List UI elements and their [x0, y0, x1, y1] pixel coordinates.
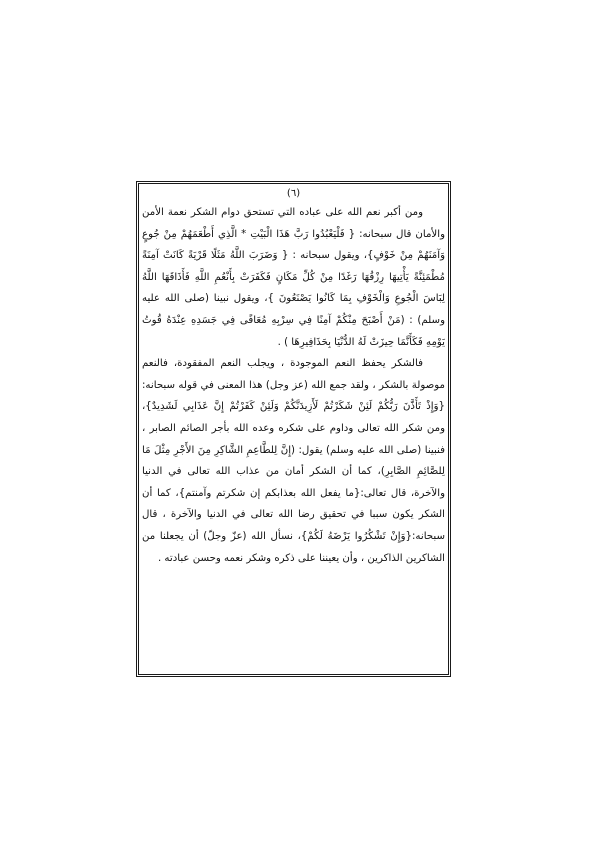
paragraph-gratitude-preserves-blessings: فالشكر يحفظ النعم الموجودة ، ويجلب النعم المفقودة، فالنعم موصولة بالشكر ، ولقد جمع الله (عز وجل) هذا المعنى في قوله سبحانه: {وَإِذْ تَأَذَّنَ رَبُّكُمْ لَئِنْ شَكَرْتُمْ لَأَزِيدَنَّكُمْ وَلَئِنْ كَفَرْتُمْ إِنَّ عَذَابِي لَشَدِيدٌ}، ومن شكر الله تعالى وداوم على شكره وعده الله بأجر الصائم الصابر ، فنبينا (صلى الله عليه وسلم) يقول: (إِنَّ لِلطَّاعِمِ الشَّاكِرِ مِنَ الأَجْرِ مِثْلَ مَا لِلصَّائِمِ الصَّابِرِ)، كما أن الشكر أمان من عذاب الله تعالى في الدنيا والآخرة، قال تعالى:{ما يفعل الله بعذابكم إن شكرتم وآمنتم}، كما أن الشكر يكون سببا في تحقيق رضا الله تعالى في الدنيا والآخرة ، قال سبحانه:{وَإِنْ تَشْكُرُوا يَرْضَهُ لَكُمْ}، نسأل الله (عزّ وجلّ) أن يجعلنا من الشاكرين الذاكرين ، وأن يعيننا على ذكره وشكر نعمه وحسن عبادته .: [142, 358, 445, 564]
page-content: [142, 186, 445, 672]
page-number: (٦): [286, 188, 301, 199]
paragraph-security-blessing: ومن أكبر نعم الله على عباده التي تستحق دوام الشكر نعمة الأمن والأمان قال سبحانه: { فَلْيَعْبُدُوا رَبَّ هَذَا الْبَيْتِ * الَّذِي أَطْعَمَهُمْ مِنْ جُوعٍ وَآمَنَهُمْ مِنْ خَوْفٍ}، ويقول سبحانه : { وَضَرَبَ اللَّهُ مَثَلًا قَرْيَةً كَانَتْ آمِنَةً مُطْمَئِنَّةً يَأْتِيهَا رِزْقُهَا رَغَدًا مِنْ كُلِّ مَكَانٍ فَكَفَرَتْ بِأَنْعُمِ اللَّهِ فَأَذَاقَهَا اللَّهُ لِبَاسَ الْجُوعِ وَالْخَوْفِ بِمَا كَانُوا يَصْنَعُونَ }، ويقول نبينا (صلى الله عليه وسلم) : (مَنْ أَصْبَحَ مِنْكُمْ آمِنًا فِي سِرْبِهِ مُعَافًى فِي جَسَدِهِ عِنْدَهُ قُوتُ يَوْمِهِ فَكَأَنَّمَا حِيزَتْ لَهُ الدُّنْيَا بِحَذَافِيرِهَا ) .: [142, 207, 445, 348]
